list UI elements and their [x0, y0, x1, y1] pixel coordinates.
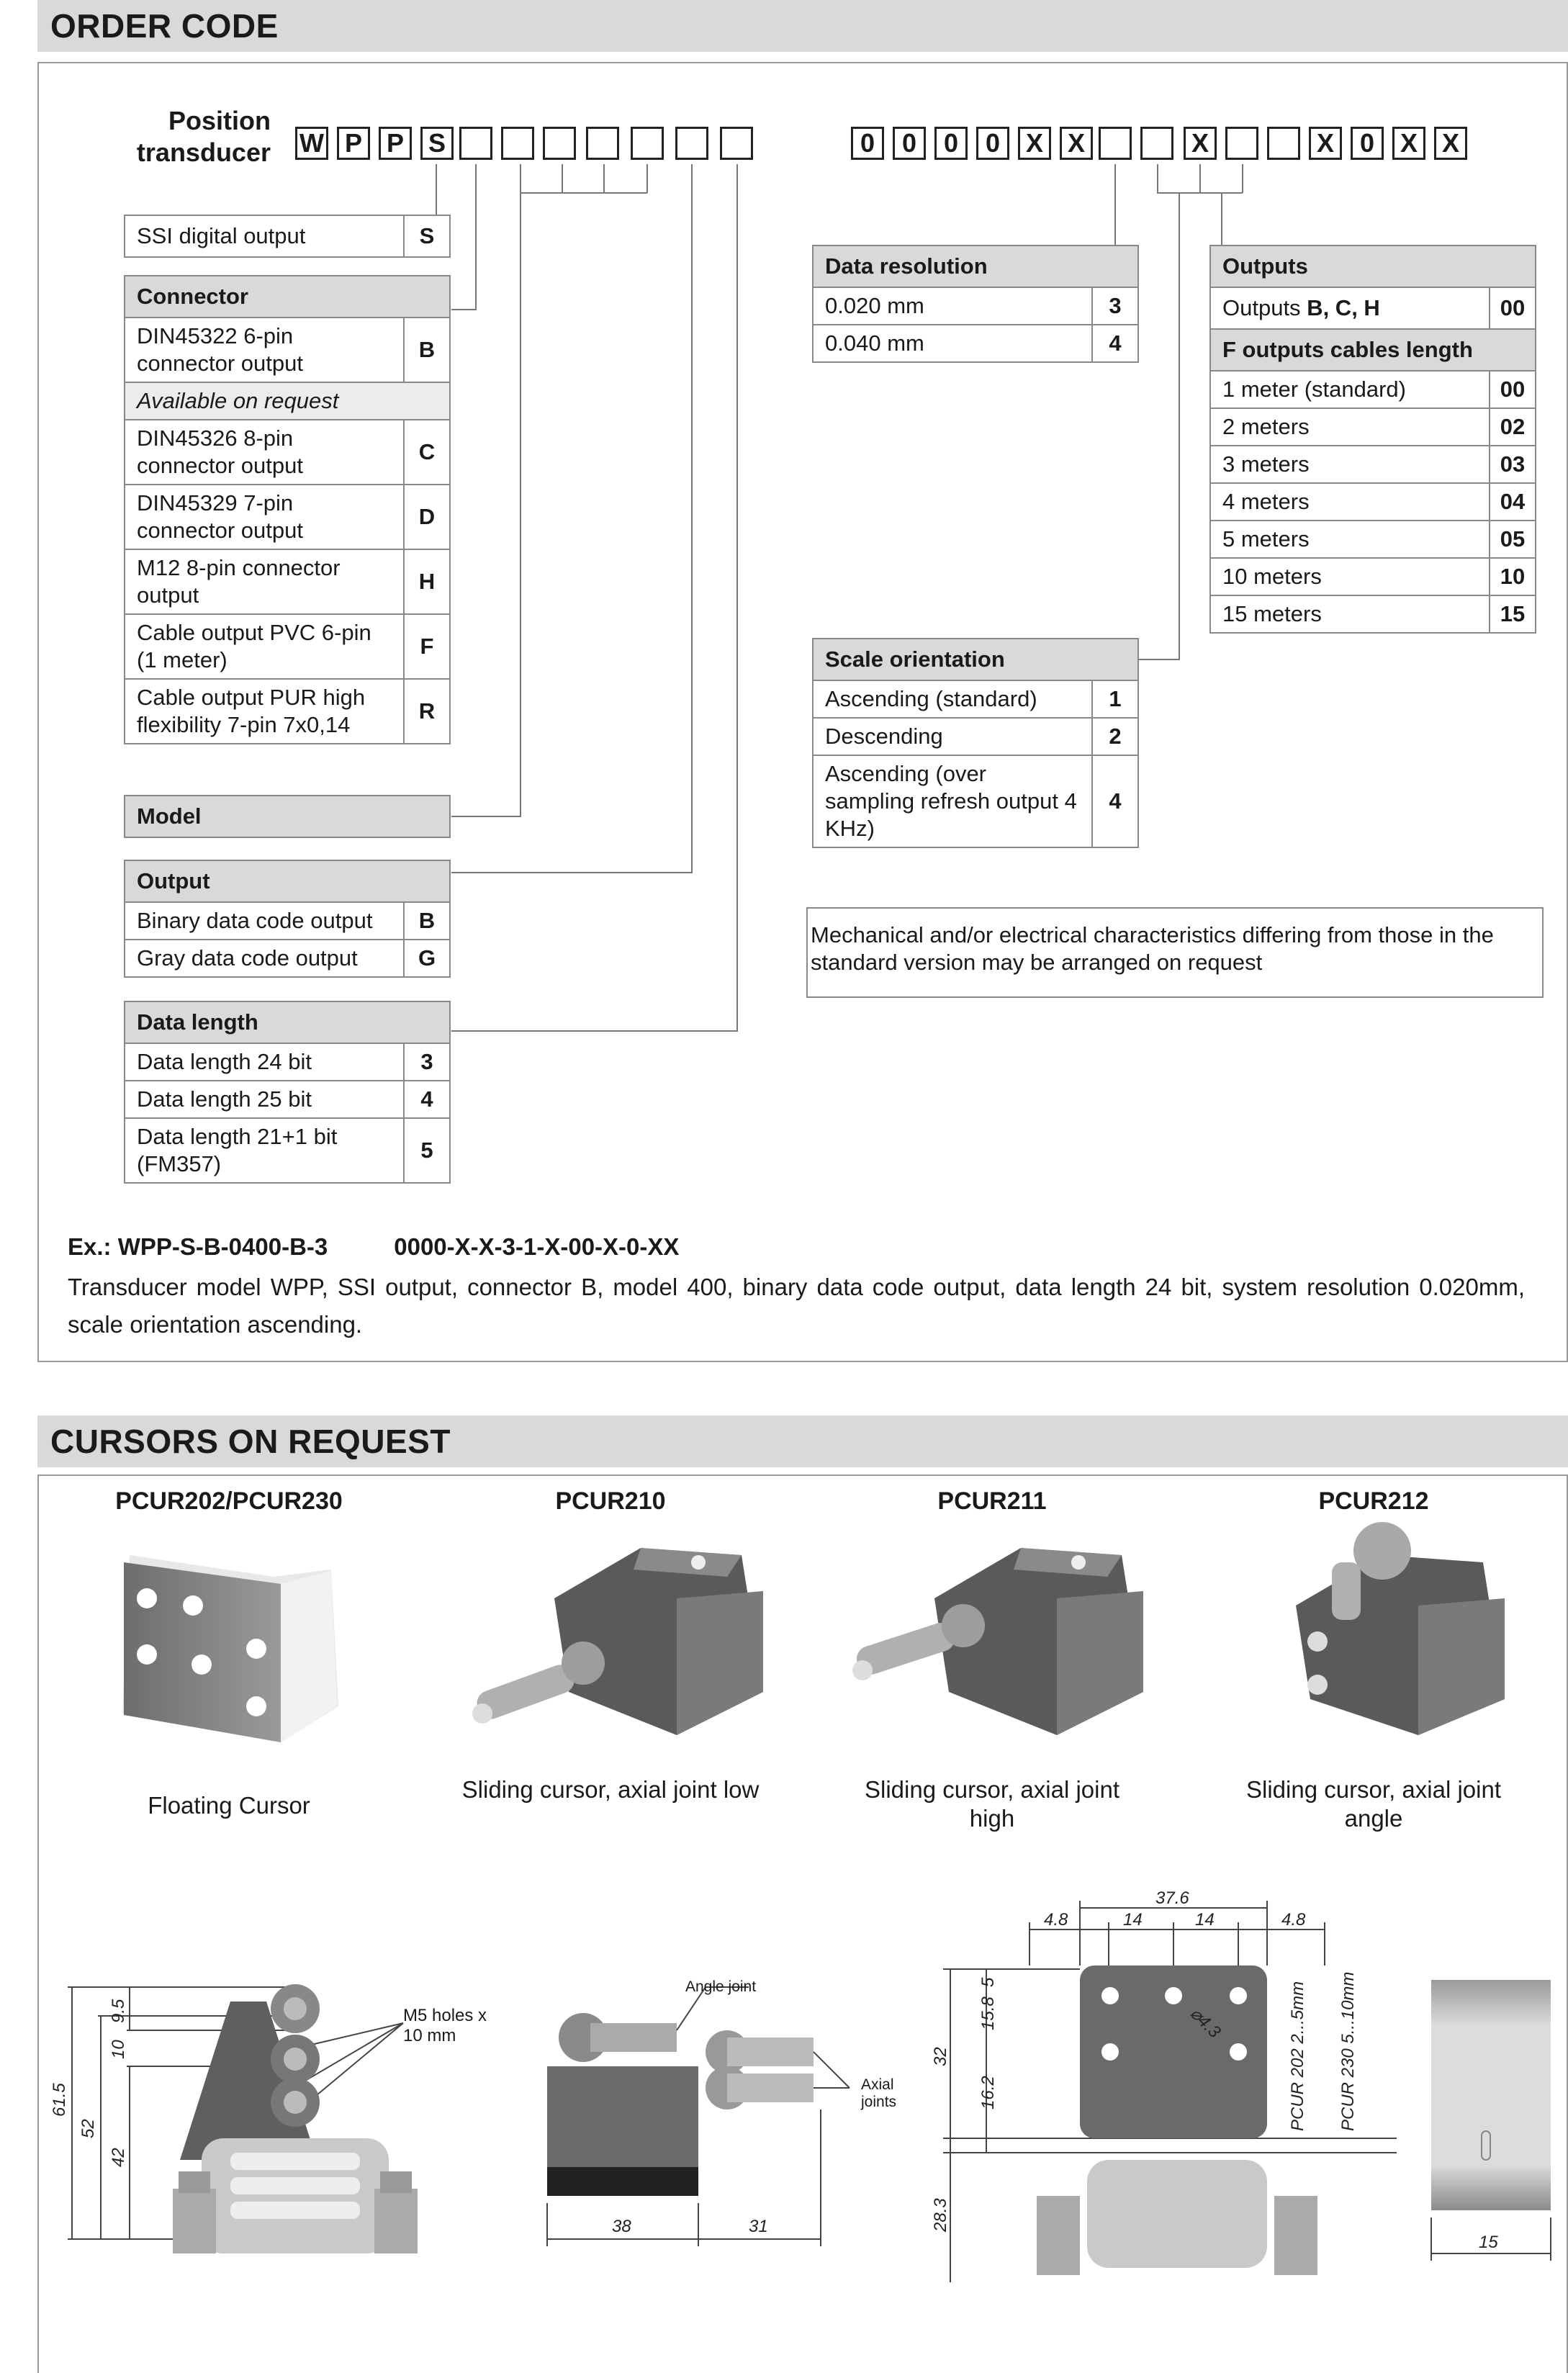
drawing-end-view	[1431, 1980, 1561, 2282]
example-line	[68, 1228, 679, 1266]
data-length-code: 4	[404, 1081, 450, 1118]
scale-orientation-row	[813, 718, 1138, 755]
cable-length-row	[1210, 408, 1536, 446]
cursor-caption-3: Sliding cursor, axial joint high	[864, 1776, 1119, 1832]
pcur211-image	[841, 1534, 1143, 1764]
connector-row	[125, 420, 450, 485]
data-length-header: Data length	[125, 1001, 450, 1043]
cursor-caption-2: Sliding cursor, axial joint low	[461, 1776, 760, 1803]
data-resolution-code: 3	[1092, 287, 1138, 325]
scale-orientation-code: 1	[1092, 680, 1138, 718]
code-right-box-3: 0	[976, 127, 1009, 160]
code-right-box-8: X	[1184, 127, 1217, 160]
cursor-caption-4: Sliding cursor, axial joint angle	[1245, 1776, 1501, 1832]
connector-row	[125, 614, 450, 679]
code-left-box-0: W	[295, 127, 328, 160]
floating-cursor-image	[115, 1526, 346, 1757]
dim-31: 31	[749, 2217, 768, 2236]
code-right-box-11: X	[1309, 127, 1342, 160]
example-label: Ex.: WPP-S-B-0400-B-3	[68, 1233, 328, 1260]
data-resolution-label: 0.040 mm	[813, 325, 1092, 362]
ssi-label: SSI digital output	[125, 215, 404, 257]
cursor-title-1: PCUR202/PCUR230	[115, 1487, 343, 1515]
connector-row	[125, 549, 450, 614]
data-resolution-table	[812, 245, 1139, 363]
cable-length-row	[1210, 483, 1536, 521]
outputs-header: Outputs	[1210, 246, 1536, 287]
data-length-row	[125, 1118, 450, 1183]
model-header: Model	[125, 796, 450, 837]
connector-row	[125, 679, 450, 744]
drawing-side-view	[533, 1958, 907, 2261]
dim-10: 10	[109, 2040, 128, 2059]
data-length-code: 5	[404, 1118, 450, 1183]
dim-42: 42	[109, 2148, 128, 2167]
scale-orientation-code: 2	[1092, 718, 1138, 755]
output-header: Output	[125, 860, 450, 902]
connector-code: B	[404, 318, 450, 382]
data-length-table	[124, 1001, 451, 1184]
cable-length-label: 3 meters	[1210, 446, 1490, 483]
code-right-box-4: X	[1018, 127, 1051, 160]
connector-header: Connector	[125, 276, 450, 318]
m5-holes-note: M5 holes x 10 mm	[403, 2006, 487, 2045]
outputs-bch-code: 00	[1490, 287, 1536, 329]
data-length-row	[125, 1081, 450, 1118]
data-length-label: Data length 21+1 bit (FM357)	[125, 1118, 404, 1183]
code-right-box-14: X	[1434, 127, 1467, 160]
connector-code: D	[404, 485, 450, 549]
connector-label: DIN45329 7-pin connector output	[125, 485, 404, 549]
connector-table	[124, 275, 451, 744]
cable-length-code: 02	[1490, 408, 1536, 446]
cable-length-row	[1210, 558, 1536, 595]
cable-length-label: 2 meters	[1210, 408, 1490, 446]
data-length-row	[125, 1043, 450, 1081]
dim-28-3: 28.3	[931, 2198, 950, 2232]
output-table	[124, 860, 451, 978]
cable-length-row	[1210, 521, 1536, 558]
outputs-table	[1209, 245, 1536, 634]
output-code: B	[404, 902, 450, 940]
dim-32: 32	[931, 2047, 950, 2066]
code-right-box-0: 0	[851, 127, 884, 160]
code-left-box-2: P	[379, 127, 412, 160]
model-table	[124, 795, 451, 838]
cable-length-row	[1210, 446, 1536, 483]
ssi-row	[125, 215, 450, 257]
ssi-table	[124, 215, 451, 258]
data-resolution-row	[813, 325, 1138, 362]
data-length-label: Data length 24 bit	[125, 1043, 404, 1081]
scale-orientation-header: Scale orientation	[813, 639, 1138, 680]
dim-pcur202: PCUR 202 2...5mm	[1288, 1981, 1307, 2131]
cable-length-code: 10	[1490, 558, 1536, 595]
dim-hole-dia: ⌀4.3	[1186, 2004, 1225, 2043]
dim-52: 52	[78, 2119, 98, 2138]
pcur212-image	[1224, 1519, 1526, 1750]
code-right-box-13: X	[1392, 127, 1425, 160]
code-right-box-1: 0	[893, 127, 926, 160]
connector-code: R	[404, 679, 450, 744]
cable-length-code: 03	[1490, 446, 1536, 483]
cable-length-label: 15 meters	[1210, 595, 1490, 633]
axial-joints-label: Axial joints	[861, 2076, 897, 2110]
ssi-code: S	[404, 215, 450, 257]
position-label-2: transducer	[136, 138, 271, 167]
cursors-title: CURSORS ON REQUEST	[37, 1415, 1568, 1467]
connector-row	[125, 485, 450, 549]
connector-code: C	[404, 420, 450, 485]
example-text: Transducer model WPP, SSI output, connector B, model 400, binary data code output, data length 24 bit, system resolution 0.020mm, scale orientation ascending.	[68, 1274, 1525, 1338]
code-right-box-12: 0	[1351, 127, 1384, 160]
connector-label: DIN45326 8-pin connector output	[125, 420, 404, 485]
f-outputs-subheader: F outputs cables length	[1210, 329, 1536, 371]
code-left-box-3: S	[420, 127, 454, 160]
cable-length-code: 05	[1490, 521, 1536, 558]
connector-code: F	[404, 614, 450, 679]
dim-4-8-left: 4.8	[1044, 1910, 1068, 1930]
cursor-title-3: PCUR211	[937, 1487, 1047, 1515]
connector-row	[125, 382, 450, 420]
scale-orientation-label: Descending	[813, 718, 1092, 755]
connector-label: M12 8-pin connector output	[125, 549, 404, 614]
output-label: Binary data code output	[125, 902, 404, 940]
cable-length-label: 1 meter (standard)	[1210, 371, 1490, 408]
dim-9-5: 9.5	[109, 1999, 128, 2023]
data-length-code: 3	[404, 1043, 450, 1081]
order-code-title: ORDER CODE	[37, 0, 1568, 52]
connector-row	[125, 318, 450, 382]
scale-orientation-label: Ascending (over sampling refresh output 4 KHz)	[813, 755, 1092, 847]
dim-5: 5	[978, 1977, 998, 1987]
scale-orientation-table	[812, 638, 1139, 848]
drawing-top-view	[922, 1879, 1425, 2282]
connector-label: Cable output PVC 6-pin (1 meter)	[125, 614, 404, 679]
code-left-box-1: P	[337, 127, 370, 160]
cursor-caption-1: Floating Cursor	[148, 1792, 310, 1819]
connector-label: Cable output PUR high flexibility 7-pin 7x0,14	[125, 679, 404, 744]
cursor-title-2: PCUR210	[555, 1487, 666, 1515]
dim-4-8-right: 4.8	[1281, 1910, 1306, 1930]
dim-16-2: 16.2	[978, 2076, 998, 2109]
cable-length-label: 4 meters	[1210, 483, 1490, 521]
dim-61-5: 61.5	[50, 2083, 69, 2117]
dim-14-b: 14	[1195, 1910, 1215, 1930]
mechanical-note: Mechanical and/or electrical characteristics differing from those in the standard version may be arranged on request	[806, 907, 1544, 998]
connector-label: DIN45322 6-pin connector output	[125, 318, 404, 382]
cable-length-label: 10 meters	[1210, 558, 1490, 595]
cable-length-code: 15	[1490, 595, 1536, 633]
dim-pcur230: PCUR 230 5...10mm	[1338, 1971, 1358, 2131]
data-resolution-header: Data resolution	[813, 246, 1138, 287]
position-label-1: Position	[168, 106, 271, 135]
drawing-front-dimensions	[50, 1958, 461, 2275]
angle-joint-label: Angle joint	[685, 1978, 757, 1995]
dim-15: 15	[1479, 2233, 1498, 2252]
cable-length-label: 5 meters	[1210, 521, 1490, 558]
data-resolution-code: 4	[1092, 325, 1138, 362]
cable-length-code: 04	[1490, 483, 1536, 521]
dim-38: 38	[612, 2217, 631, 2236]
connector-code: H	[404, 549, 450, 614]
example-code: 0000-X-X-3-1-X-00-X-0-XX	[394, 1233, 680, 1260]
cable-length-row	[1210, 371, 1536, 408]
data-length-label: Data length 25 bit	[125, 1081, 404, 1118]
scale-orientation-row	[813, 755, 1138, 847]
connector-label: Available on request	[125, 382, 450, 420]
output-row	[125, 902, 450, 940]
scale-orientation-code: 4	[1092, 755, 1138, 847]
data-resolution-row	[813, 287, 1138, 325]
data-resolution-label: 0.020 mm	[813, 287, 1092, 325]
scale-orientation-label: Ascending (standard)	[813, 680, 1092, 718]
cable-length-code: 00	[1490, 371, 1536, 408]
cursor-title-4: PCUR212	[1318, 1487, 1429, 1515]
scale-orientation-row	[813, 680, 1138, 718]
pcur210-image	[461, 1534, 763, 1764]
outputs-bch-label: Outputs B, C, H	[1210, 287, 1490, 329]
dim-15-8: 15.8	[978, 1996, 998, 2030]
output-code: G	[404, 940, 450, 977]
dim-37-6: 37.6	[1155, 1888, 1189, 1908]
code-right-box-5: X	[1060, 127, 1093, 160]
output-row	[125, 940, 450, 977]
cable-length-row	[1210, 595, 1536, 633]
output-label: Gray data code output	[125, 940, 404, 977]
code-right-box-2: 0	[934, 127, 968, 160]
dim-14-a: 14	[1123, 1910, 1143, 1930]
